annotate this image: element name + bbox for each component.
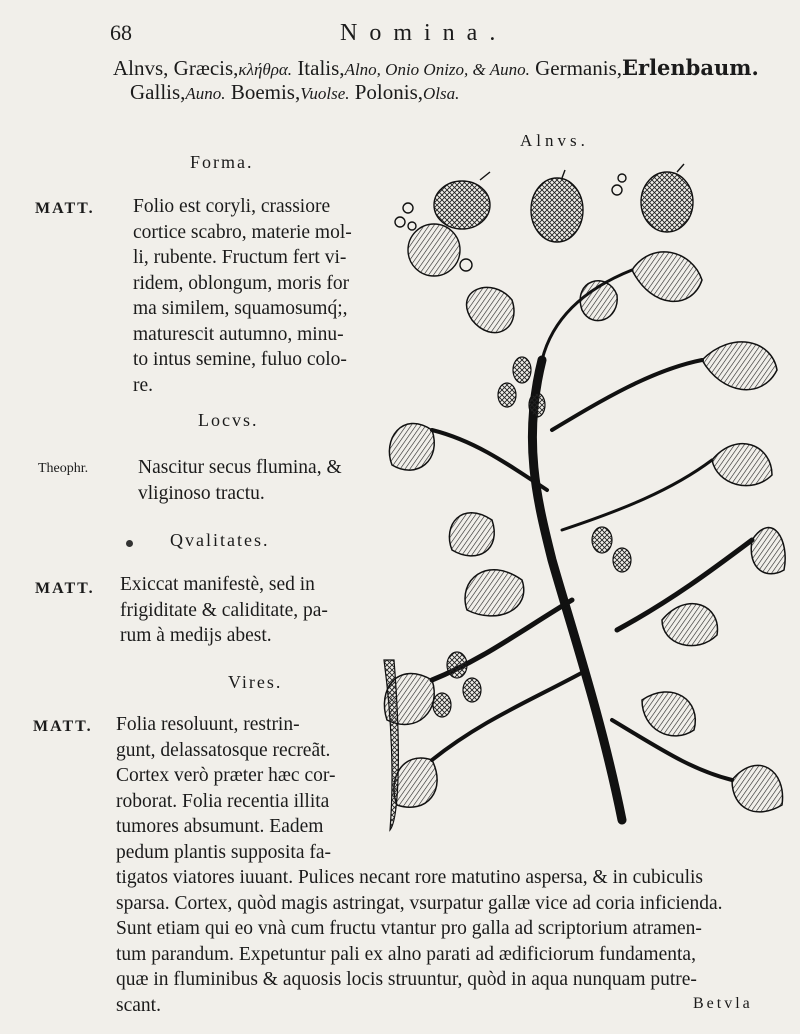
text-line: Exiccat manifestè, sed in (120, 574, 315, 595)
names-german-form: Erlenbaum. (622, 55, 759, 80)
text-line: Nascitur secus flumina, & (138, 457, 342, 478)
paragraph-qualitates (120, 572, 328, 649)
text-line: roborat. Folia recentia illita (116, 790, 330, 812)
text-line: Folio est coryli, crassiore (133, 196, 331, 217)
names-line-1 (113, 55, 759, 81)
text-line: vliginoso tractu. (138, 482, 265, 504)
paragraph-locus (138, 455, 342, 506)
running-title: Nomina. (340, 20, 508, 46)
text-line: Sunt etiam qui eo vnà cum fructu vtantur pro galla ad scriptorium atramen- (116, 918, 702, 939)
text-line: Cortex verò præter hæc cor- (116, 765, 336, 786)
margin-note-locus: Theophr. (38, 461, 89, 476)
catchword: Betvla (693, 995, 753, 1012)
text-line: rum à medijs abest. (120, 625, 272, 646)
text-line: tigatos viatores iuuant. Pulices necant rore matutino aspersa, & in cubiculis (116, 867, 704, 888)
names-polish-form: Olsa. (423, 84, 460, 103)
margin-note-qualitates: MATT. (35, 580, 95, 597)
names-italis: Italis, (297, 56, 345, 80)
leaves (384, 252, 785, 812)
section-heading-locus: Locvs. (198, 410, 259, 430)
text-line: Folia resoluunt, restrin- (116, 714, 300, 735)
section-heading-qualitates: Qvalitates. (170, 530, 270, 550)
text-line: maturescit autumno, minu- (133, 323, 344, 345)
plate-title: Alnvs. (520, 131, 589, 150)
text-line: sparsa. Cortex, quòd magis astringat, vsurpatur gallæ vice ad coria inficienda. (116, 892, 723, 914)
names-italian-forms: Alno, Onio Onizo, & Auno. (344, 60, 530, 79)
text-line: gunt, delassatosque recreãt. (116, 739, 331, 761)
text-line: tum parandum. Expetuntur pali ex alno parati ad ædificiorum fundamenta, (116, 943, 696, 965)
text-line: tumores absumunt. Eadem (116, 816, 324, 837)
names-french-form: Auno. (185, 84, 226, 103)
names-alnus-graecis: Alnvs, Græcis, (113, 56, 239, 80)
section-heading-forma: Forma. (190, 152, 254, 172)
names-bohemian-form: Vuolse. (300, 84, 350, 103)
alder-woodcut-illustration (372, 160, 792, 840)
margin-note-forma: MATT. (35, 200, 95, 217)
names-polonis: Polonis, (354, 80, 424, 104)
names-germanis: Germanis, (535, 56, 622, 80)
names-boemis: Boemis, (230, 80, 301, 104)
text-line: re. (133, 374, 154, 396)
text-line: ridem, oblongum, moris for (133, 272, 350, 294)
section-heading-vires: Vires. (228, 672, 283, 692)
text-line: to intus semine, fuluo colo- (133, 349, 347, 370)
paragraph-forma (133, 194, 352, 398)
margin-note-vires: MATT. (33, 718, 93, 735)
text-line: li, rubente. Fructum fert vi- (133, 247, 347, 268)
text-line: ma similem, squamosumq́;, (133, 298, 348, 319)
names-greek: κλήθρα. (238, 60, 293, 79)
names-line-2 (130, 80, 459, 105)
ink-dot (126, 540, 133, 547)
text-line: scant. (116, 994, 161, 1016)
text-line: quæ in fluminibus & aquosis locis struuntur, quòd in aqua nunquam putre- (116, 969, 697, 990)
text-line: frigiditate & caliditate, pa- (120, 599, 328, 621)
text-line: pedum plantis supposita fa- (116, 841, 332, 863)
names-gallis: Gallis, (130, 80, 186, 104)
text-line: cortice scabro, materie mol- (133, 221, 352, 243)
page-number: 68 (110, 20, 132, 45)
